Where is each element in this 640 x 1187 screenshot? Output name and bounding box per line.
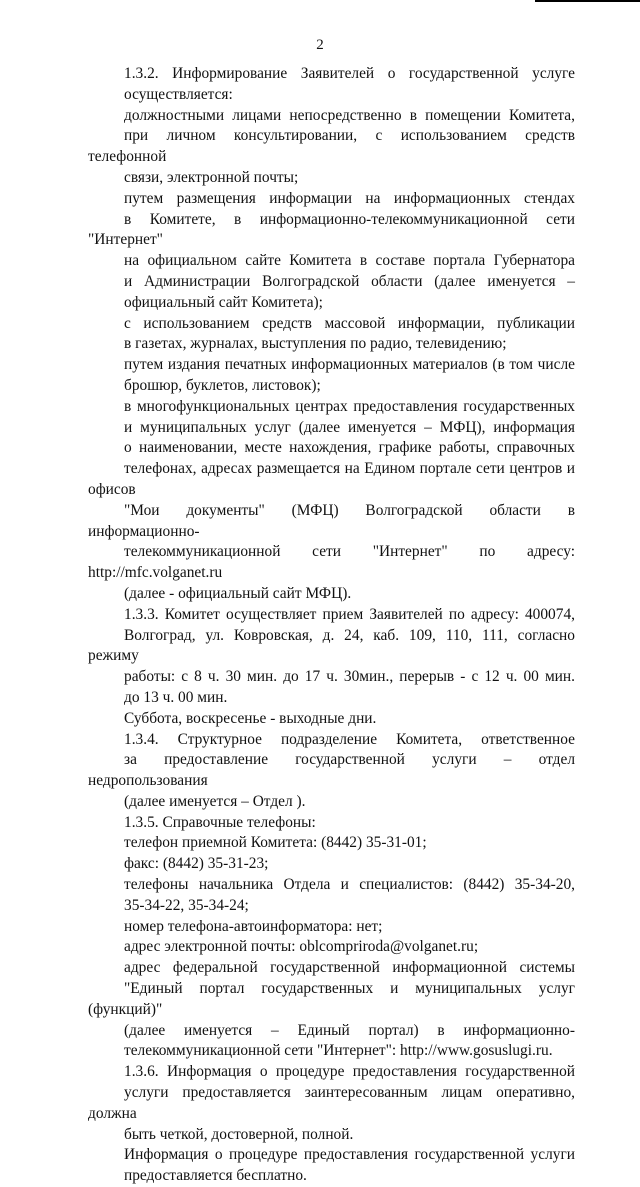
text-line: с использованием средств массовой информации, публикации	[124, 314, 575, 332]
page-number: 2	[316, 37, 324, 53]
text-line: за предоставление государственной услуги – отдел недропользования	[88, 751, 575, 790]
text-line: и Администрации Волгоградской области (далее именуется –	[124, 272, 575, 290]
text-line: путем издания печатных информационных материалов (в том числе	[124, 356, 575, 374]
top-rule	[535, 0, 640, 2]
text-line: Суббота, воскресенье - выходные дни.	[124, 709, 377, 727]
text-line: брошюр, буклетов, листовок);	[124, 376, 321, 394]
paragraph-officials	[88, 106, 575, 189]
paragraph-autoinformer	[88, 917, 575, 938]
text-line: связи, электронной почты;	[124, 168, 299, 186]
text-line: осуществляется:	[124, 85, 233, 103]
text-line: телекоммуникационной сети "Интернет": http://www.gosuslugi.ru.	[124, 1042, 553, 1060]
text-line: и муниципальных услуг (далее именуется – МФЦ), информация	[124, 418, 575, 436]
text-line: в газетах, журналах, выступления по радио, телевидению;	[124, 335, 507, 353]
paragraph-1-3-5	[88, 813, 575, 834]
text-line: путем размещения информации на информационных стендах	[124, 189, 575, 207]
text-line: о наименовании, месте нахождения, графике работы, справочных	[124, 439, 575, 457]
text-line: телефоны начальника Отдела и специалистов: (8442) 35-34-20,	[124, 876, 575, 894]
text-line: 1.3.6. Информация о процедуре предоставления государственной	[124, 1063, 575, 1081]
paragraph-media	[88, 314, 575, 356]
text-line: быть четкой, достоверной, полной.	[124, 1125, 354, 1143]
paragraph-1-3-2	[88, 64, 575, 106]
paragraph-dept-phones	[88, 875, 575, 917]
text-line: телефонах, адресах размещается на Едином портале сети центров и офисов	[88, 460, 575, 498]
document-body	[88, 64, 575, 1187]
paragraph-stands	[88, 189, 575, 314]
text-line: телекоммуникационной сети "Интернет" по адресу: http://mfc.volganet.ru	[88, 543, 575, 582]
text-line: должностными лицами непосредственно в помещении Комитета,	[124, 106, 575, 124]
text-line: 1.3.3. Комитет осуществляет прием Заявителей по адресу: 400074,	[124, 605, 575, 623]
text-line: 1.3.2. Информирование Заявителей о государственной услуге	[124, 65, 575, 82]
text-line: Волгоград, ул. Ковровская, д. 24, каб. 109, 110, 111, согласно режиму	[88, 626, 575, 665]
paragraph-mfc	[88, 397, 575, 605]
text-line: в многофункциональных центрах предоставления государственных	[124, 397, 575, 415]
text-line: предоставляется бесплатно.	[124, 1167, 307, 1185]
paragraph-fax	[88, 854, 575, 875]
paragraph-free	[88, 1145, 575, 1187]
text-line: "Единый портал государственных и муниципальных услуг (функций)"	[88, 980, 575, 1018]
paragraph-email	[88, 937, 575, 958]
paragraph-reception-phone	[88, 833, 575, 854]
paragraph-1-3-6	[88, 1062, 575, 1145]
text-line: факс: (8442) 35-31-23;	[124, 855, 269, 873]
text-line: официальный сайт Комитета);	[124, 293, 323, 311]
paragraph-weekend	[88, 709, 575, 730]
text-line: "Мои документы" (МФЦ) Волгоградской области в информационно-	[88, 501, 575, 540]
text-line: услуги предоставляется заинтересованным лицам оперативно, должна	[88, 1084, 575, 1122]
paragraph-1-3-3	[88, 605, 575, 709]
text-line: адрес федеральной государственной информационной системы	[124, 959, 575, 977]
paragraph-print	[88, 355, 575, 397]
paragraph-1-3-4	[88, 730, 575, 813]
text-line: работы: с 8 ч. 30 мин. до 17 ч. 30мин., перерыв - с 12 ч. 00 мин.	[124, 668, 575, 686]
text-line: до 13 ч. 00 мин.	[124, 688, 228, 706]
text-line: Информация о процедуре предоставления государственной услуги	[124, 1146, 575, 1164]
text-line: (далее - официальный сайт МФЦ).	[124, 584, 352, 602]
text-line: (далее именуется – Отдел ).	[124, 792, 306, 810]
text-line: при личном консультировании, с использованием средств телефонной	[88, 127, 575, 166]
text-line: (далее именуется – Единый портал) в информационно-	[124, 1021, 575, 1039]
text-line: 35-34-22, 35-34-24;	[124, 896, 249, 914]
text-line: в Комитете, в информационно-телекоммуникационной сети "Интернет"	[88, 210, 575, 249]
text-line: на официальном сайте Комитета в составе портала Губернатора	[124, 252, 575, 270]
text-line: 1.3.4. Структурное подразделение Комитета, ответственное	[124, 730, 575, 748]
text-line: 1.3.5. Справочные телефоны:	[124, 813, 316, 831]
paragraph-portal	[88, 958, 575, 1062]
text-line: телефон приемной Комитета: (8442) 35-31-01;	[124, 834, 427, 852]
text-line: номер телефона-автоинформатора: нет;	[124, 917, 383, 935]
text-line: адрес электронной почты: oblcomprіroda@volganet.ru;	[124, 938, 479, 956]
